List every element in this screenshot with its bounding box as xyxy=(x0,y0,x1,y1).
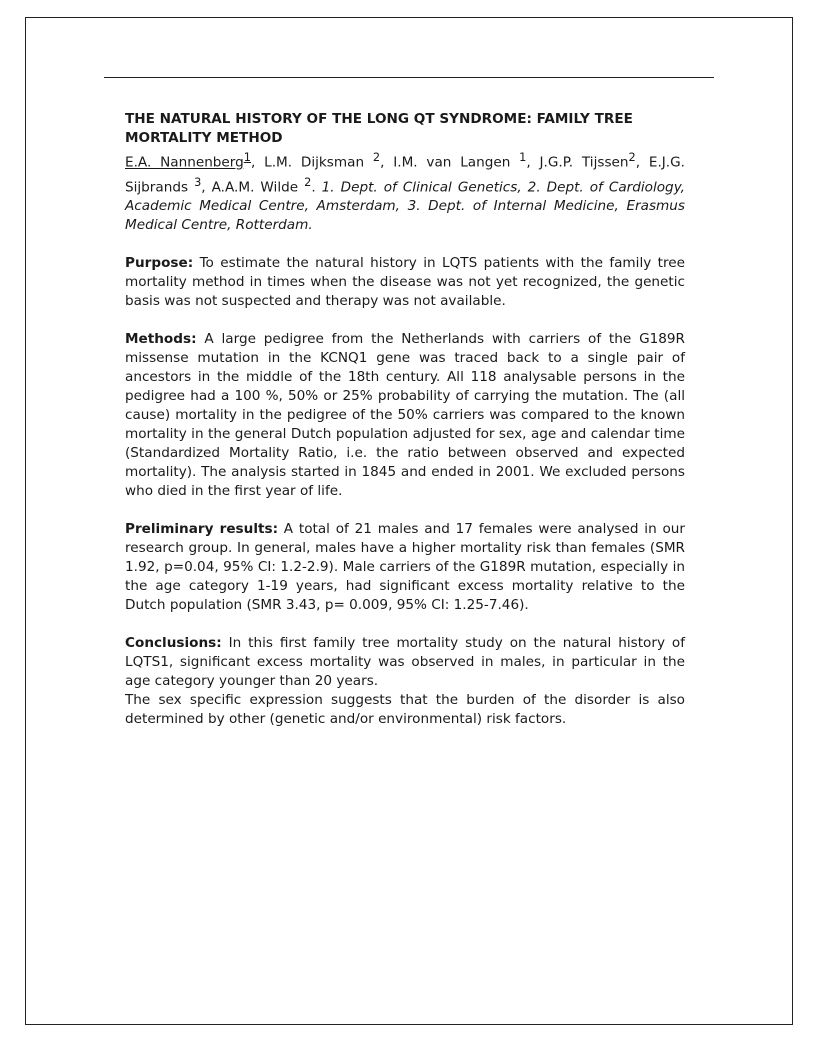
author-affiliation-number: 1 xyxy=(519,150,527,164)
author-affiliation-number: 2 xyxy=(304,174,312,189)
methods-label: Methods: xyxy=(125,331,197,348)
results-section xyxy=(125,520,685,615)
author-name: J.G.P. Tijssen xyxy=(539,154,629,171)
author-affiliation-number: 2 xyxy=(628,150,636,164)
author-name: L.M. Dijksman xyxy=(264,154,365,171)
affiliations: 1. Dept. of Clinical Genetics, 2. Dept. of Cardiology, Academic Medical Centre, Amsterdam, 3. Dept. of Internal Medicine, Erasmus Medical Centre, Rotterdam. xyxy=(125,179,686,234)
author-affiliation-number: 2 xyxy=(372,150,381,164)
conclusions-text: In this first family tree mortality study on the natural history of LQTS1, significant excess mortality was observed in males, in particular in the age category younger than 20 years. xyxy=(125,635,686,690)
author-affiliation-number: 3 xyxy=(194,174,202,189)
conclusions-label: Conclusions: xyxy=(125,635,222,652)
author-name: E.J.G. Sijbrands xyxy=(125,154,685,196)
author-name: A.A.M. Wilde xyxy=(211,179,299,196)
methods-section xyxy=(125,330,685,501)
purpose-text: To estimate the natural history in LQTS patients with the family tree mortality method in times when the disease was not yet recognized, the genetic basis was not suspected and therapy was not available. xyxy=(125,255,685,310)
abstract-title: THE NATURAL HISTORY OF THE LONG QT SYNDROME: FAMILY TREE MORTALITY METHOD xyxy=(125,111,633,146)
abstract xyxy=(125,110,685,729)
author-name: I.M. van Langen xyxy=(393,154,511,171)
author-name: E.A. Nannenberg xyxy=(125,154,244,171)
header-rule xyxy=(104,77,714,78)
conclusions-text-continued: The sex specific expression suggests that the burden of the disorder is also determined by other (genetic and/or environmental) risk factors. xyxy=(125,692,685,728)
author-list: E.A. Nannenberg$^1$, L.M. Dijksman $^2$, I.M. van Langen $^1$, J.G.P. Tijssen$^2$, E.J.G. Sijbrands $^3$, A.A.M. Wilde $^2$. 1. Dept. of Clinical Genetics, 2. Dept. of Cardiology, Academic Medical Centre, Amsterdam, 3. Dept. of Internal Medicine, Erasmus Medical Centre, Rotterdam. xyxy=(125,150,686,234)
results-label: Preliminary results: xyxy=(125,521,279,538)
author-affiliation-number: 1 xyxy=(243,150,251,164)
conclusions-section xyxy=(125,634,685,691)
purpose-section xyxy=(125,254,685,311)
results-text: A total of 21 males and 17 females were analysed in our research group. In general, males have a higher mortality risk than females (SMR 1.92, p=0.04, 95% CI: 1.2-2.9). Male carriers of the G189R mutation, especially in the age category 1-19 years, had significant excess mortality relative to the Dutch population (SMR 3.43, p= 0.009, 95% CI: 1.25-7.46). xyxy=(125,521,685,614)
purpose-label: Purpose: xyxy=(125,255,194,272)
methods-text: A large pedigree from the Netherlands with carriers of the G189R missense mutation in the KCNQ1 gene was traced back to a single pair of ancestors in the middle of the 18th century. All 118 analysable persons in the pedigree had a 100 %, 50% or 25% probability of carrying the mutation. The (all cause) mortality in the pedigree of the 50% carriers was compared to the known mortality in the general Dutch population adjusted for sex, age and calendar time (Standardized Mortality Ratio, i.e. the ratio between observed and expected mortality). The analysis started in 1845 and ended in 2001. We excluded persons who died in the first year of life. xyxy=(125,331,686,500)
